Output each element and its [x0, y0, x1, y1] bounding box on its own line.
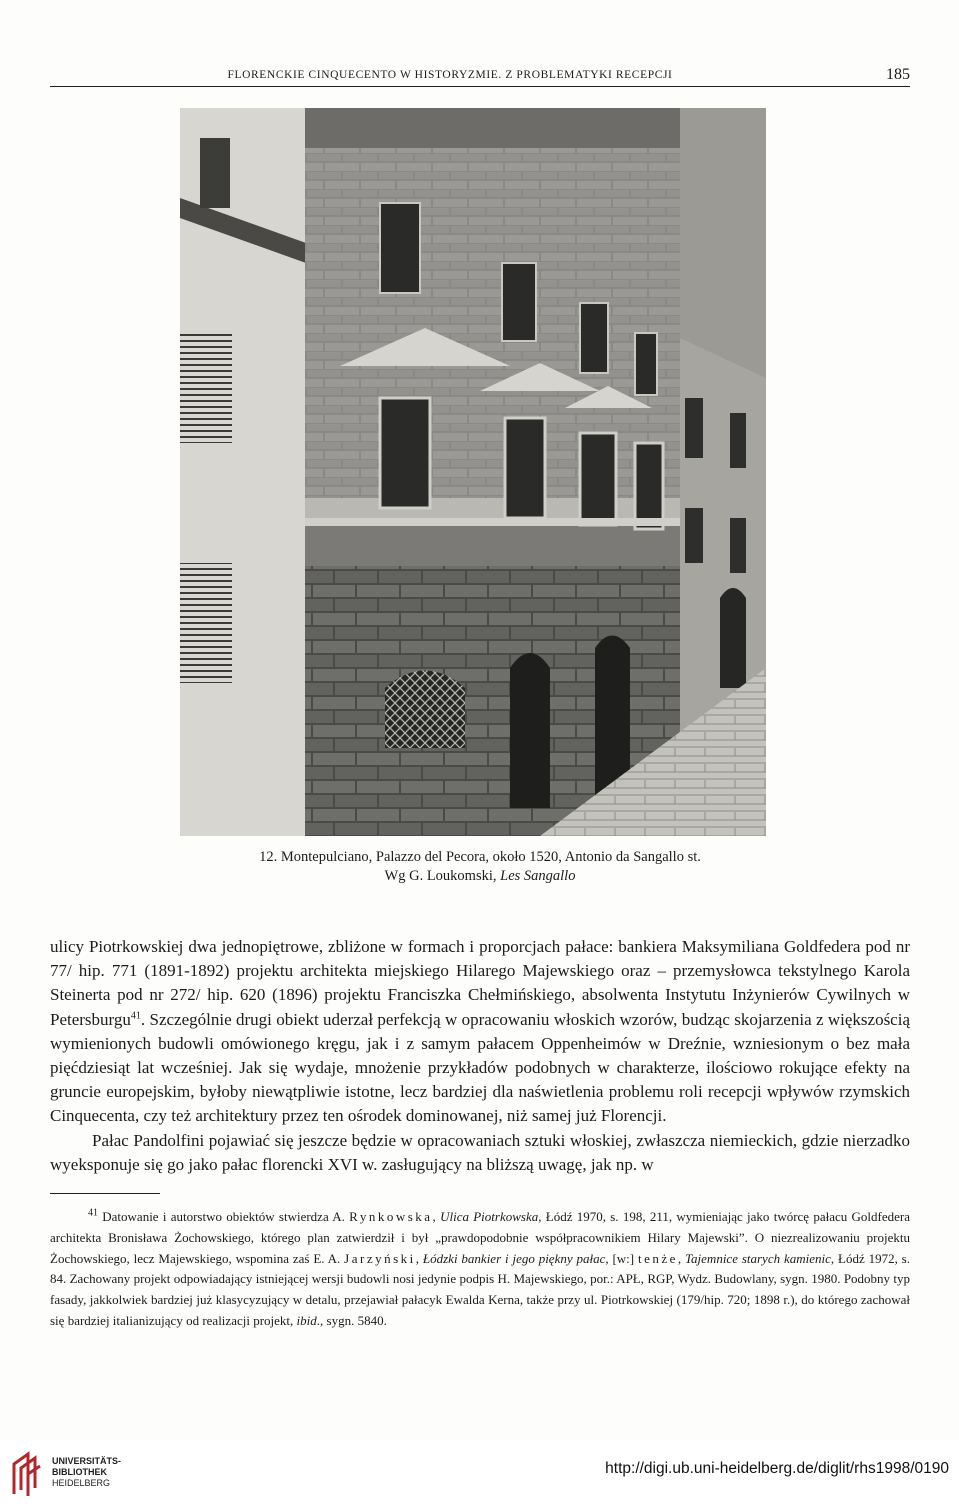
footnote-segment: , — [677, 1250, 686, 1266]
caption-line-1: 12. Montepulciano, Palazzo del Pecora, około 1520, Antonio da Sangallo st. — [259, 849, 701, 865]
footnote-title: Łódzki bankier i jego piękny pałac — [422, 1250, 606, 1266]
library-logo-icon — [8, 1450, 42, 1498]
paragraph-1 — [50, 935, 910, 1129]
footnote-segment: , Łódź 1972, s. 84. Zachowany projekt odpowiadający istniejącej wersji budowli nosi jedynie podpis H. Majewskiego, por.: APŁ, RGP, Wydz. Budowlany, sygn. 1980. Podobny typ fasady, jakkolwiek bardziej już klasycyzujący w detalu, przejawiał pałacyk Ewalda Kerna, także przy ul. Piotrkowskiej (179/hip. 720; 1898 r.), do którego zachował się bardziej italianizujący od realizacji projekt, — [50, 1250, 910, 1328]
library-name — [52, 1456, 121, 1489]
library-name-line-1: UNIVERSITÄTS- — [52, 1456, 122, 1466]
footnote-segment: Datowanie i autorstwo obiektów stwierdza A. — [98, 1209, 350, 1224]
main-text — [50, 935, 910, 1177]
footnote-reference[interactable]: 41 — [130, 1009, 141, 1021]
footnote-text — [50, 1207, 910, 1332]
footnote-number: 41 — [88, 1207, 98, 1219]
source-url-link[interactable]: http://digi.ub.uni-heidelberg.de/diglit/rhs1998/0190 — [605, 1460, 949, 1477]
footnote-41 — [50, 1207, 910, 1332]
paragraph-2: Pałac Pandolfini pojawiać się jeszcze będzie w opracowaniach sztuki włoskiej, zwłaszcza niemieckich, gdzie nierzadko wyeksponuje się go jako pałac florencki XVI w. zasługujący na bliższą uwagę, jak np. w — [50, 1130, 910, 1174]
caption-source-title: Les Sangallo — [500, 868, 576, 884]
footnote-segment: , [w:] — [605, 1250, 638, 1266]
running-header — [50, 66, 910, 87]
library-name-line-2: BIBLIOTHEK — [52, 1467, 107, 1477]
paragraph-1-part-2: . Szczególnie drugi obiekt uderzał perfekcją w opracowaniu włoskich wzorów, budząc skojarzenia z większością wymienionych budowli omówionego kręgu, jak i z samym pałacem Oppenheimów w Dreźnie, wzniesionym o bez mała pięćdziesiąt lat wcześniej. Jak się wydaje, mnożenie przykładów podobnych w charakterze, ilościowo rokujące efekty na gruncie europejskim, byłoby niewątpliwie istotne, lecz bardziej dla naświetlenia problemu roli recepcji wpływów rzymskich Cinquecenta, czy też architektury przez ten ośrodek dominowanej, niż samej już Florencji. — [50, 1009, 910, 1126]
page-number: 185 — [886, 66, 910, 83]
footnote-title: Tajemnice starych kamienic — [685, 1250, 831, 1266]
palazzo-photograph-drawing — [180, 108, 766, 836]
digitization-footer — [0, 1440, 959, 1507]
footnote-segment: , — [432, 1209, 441, 1224]
figure-caption — [100, 848, 860, 886]
library-name-line-3: HEIDELBERG — [52, 1478, 111, 1488]
footnote-segment: , Łódź 1970, s. 198, 211, wymieniając jako twórcę pałacu Goldfedera architekta Bronisława Żochowskiego, którego plan zatwierdził i był „prawdopodobnie współpracownikiem Hilary Majewski”. O niezrealizowaniu projektu Żochowskiego, lecz Majewskiego, wspomina zaś E. A. — [50, 1209, 910, 1266]
caption-line-2 — [100, 867, 860, 886]
footnote-segment: ., sygn. 5840. — [316, 1312, 387, 1328]
footnote-ibid: ibid — [296, 1312, 317, 1328]
footnote-author: tenże — [637, 1250, 678, 1266]
footnote-title: Ulica Piotrkowska — [440, 1209, 539, 1224]
footnote-author: Rynkowska — [349, 1209, 433, 1224]
paragraph-1-part-1: ulicy Piotrkowskiej dwa jednopiętrowe, zbliżone w formach i proporcjach pałace: bankiera Maksymiliana Goldfedera pod nr 77/ hip. 771 (1891-1892) projektu architekta miejskiego Hilarego Majewskiego oraz – przemysłowca tekstylnego Karola Steinerta pod nr 272/ hip. 620 (1896) projektu Franciszka Chełmińskiego, absolwenta Instytutu Inżynierów Cywilnych w Petersburgu — [50, 937, 910, 1029]
footnote-segment: , — [415, 1250, 423, 1266]
caption-credit: Wg G. Loukomski, — [384, 868, 501, 884]
running-title: FLORENCKIE CINQUECENTO W HISTORYZMIE. Z PROBLEMATYKI RECEPCJI — [227, 69, 673, 81]
footnote-divider — [50, 1193, 160, 1194]
palazzo-photograph — [180, 108, 766, 836]
footnote-author: Jarzyński — [344, 1250, 416, 1266]
